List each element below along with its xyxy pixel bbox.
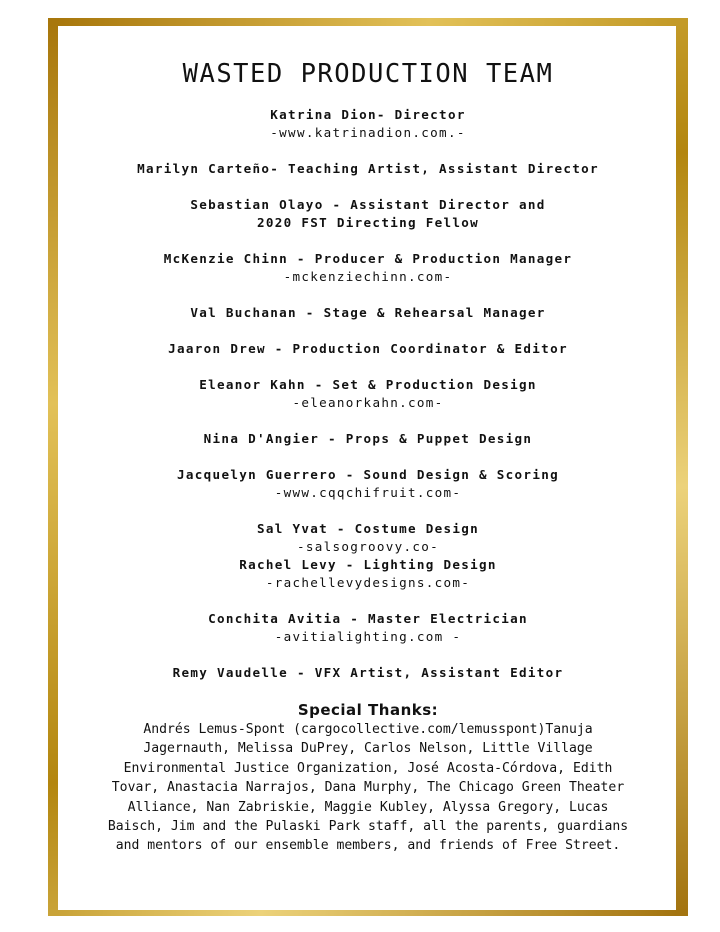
credit-website: -salsogroovy.co- (296, 539, 440, 554)
credit-marilyn-carteno (60, 160, 676, 178)
credit-sebastian-olayo (60, 196, 676, 232)
credit-mckenzie-chinn (60, 250, 676, 286)
credit-name: Val Buchanan - Stage & Rehearsal Manager (190, 305, 546, 320)
credit-name: Jaaron Drew - Production Coordinator & Editor (168, 341, 568, 356)
credit-name: Marilyn Carteño- Teaching Artist, Assistant Director (137, 161, 599, 176)
special-thanks-line: Baisch, Jim and the Pulaski Park staff, all the parents, guardians (107, 819, 629, 835)
credits-page (60, 58, 676, 856)
special-thanks-line: Alliance, Nan Zabriskie, Maggie Kubley, Alyssa Gregory, Lucas (127, 799, 609, 815)
credit-name: McKenzie Chinn - Producer & Production Manager (163, 251, 573, 266)
credit-conchita-avitia (60, 610, 676, 646)
special-thanks-heading: Special Thanks: (297, 701, 439, 719)
credit-nina-dangier (60, 430, 676, 448)
credit-remy-vaudelle (60, 664, 676, 682)
credit-sal-yvat (60, 520, 676, 556)
page-title: WASTED PRODUCTION TEAM (182, 59, 554, 89)
special-thanks-line: and mentors of our ensemble members, and friends of Free Street. (115, 838, 621, 854)
credit-name: Jacquelyn Guerrero - Sound Design & Scoring (177, 467, 559, 482)
special-thanks-line: Tovar, Anastacia Narrajos, Dana Murphy, The Chicago Green Theater (111, 780, 625, 796)
credit-name: Sal Yvat - Costume Design (256, 521, 480, 536)
credit-website: -www.katrinadion.com.- (270, 125, 466, 140)
credit-name: Katrina Dion- Director (270, 107, 466, 122)
credit-name-line-2: 2020 FST Directing Fellow (256, 215, 480, 230)
credit-website: -www.cqqchifruit.com- (274, 485, 462, 500)
credit-name-line-1: Sebastian Olayo - Assistant Director and (190, 197, 546, 212)
credit-katrina-dion (60, 106, 676, 142)
credit-website: -rachellevydesigns.com- (265, 575, 471, 590)
special-thanks-body (88, 720, 648, 856)
credit-name: Conchita Avitia - Master Electrician (208, 611, 528, 626)
credit-rachel-levy (60, 556, 676, 592)
credit-jacquelyn-guerrero (60, 466, 676, 502)
credit-name: Remy Vaudelle - VFX Artist, Assistant Editor (172, 665, 564, 680)
credit-name: Eleanor Kahn - Set & Production Design (199, 377, 537, 392)
credit-website: -mckenziechinn.com- (283, 269, 453, 284)
credit-website: -avitialighting.com - (274, 629, 462, 644)
credit-name: Rachel Levy - Lighting Design (239, 557, 497, 572)
special-thanks-line: Jagernauth, Melissa DuPrey, Carlos Nelson, Little Village (143, 741, 593, 757)
credit-eleanor-kahn (60, 376, 676, 412)
credit-website: -eleanorkahn.com- (292, 395, 444, 410)
special-thanks-line: Andrés Lemus-Spont (cargocollective.com/lemusspont)Tanuja (143, 722, 593, 737)
credit-name: Nina D'Angier - Props & Puppet Design (203, 431, 533, 446)
credit-jaaron-drew (60, 340, 676, 358)
special-thanks-line: Environmental Justice Organization, José Acosta-Córdova, Edith (123, 760, 613, 776)
credit-val-buchanan (60, 304, 676, 322)
